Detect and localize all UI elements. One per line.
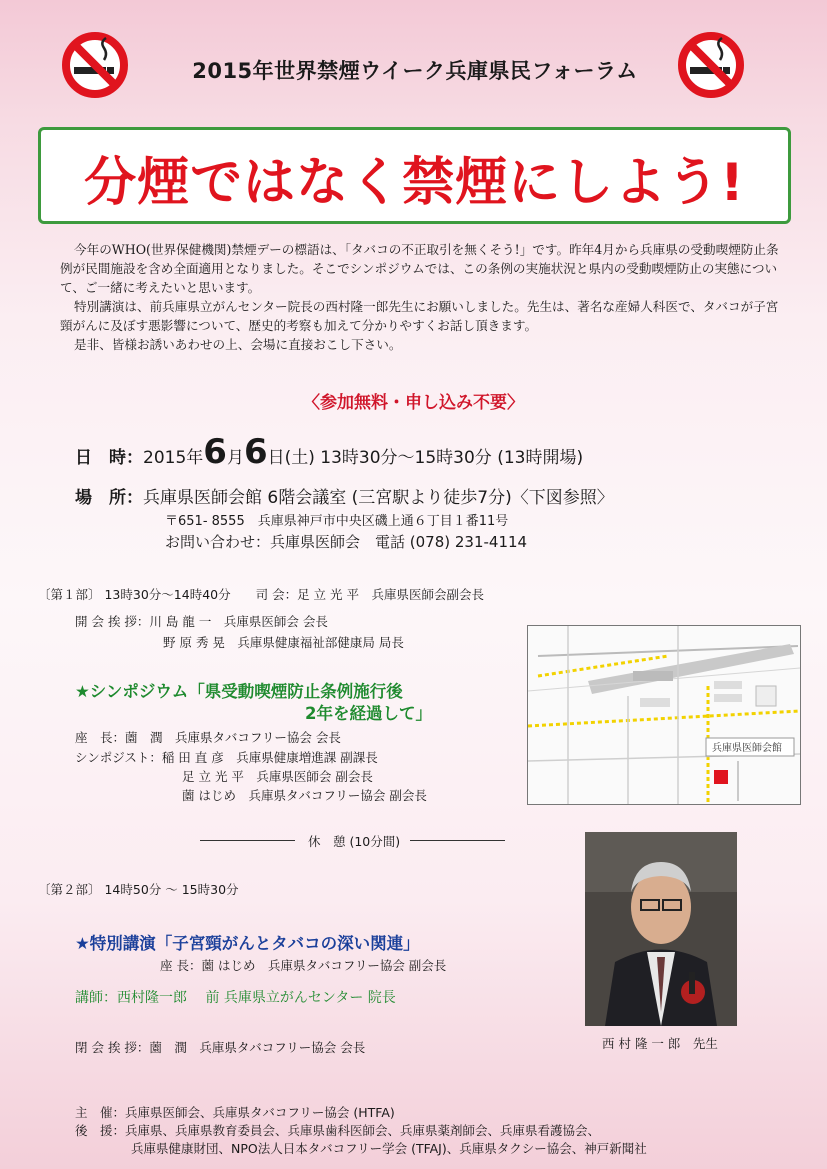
map-drawing — [528, 626, 800, 804]
lecturer-photo-drawing — [585, 832, 737, 1026]
photo-caption: 西 村 隆 一 郎 先生 — [602, 1036, 718, 1051]
date-rest: (土) 13時30分～15時30分 (13時開場) — [284, 448, 584, 468]
support-line-1 — [75, 1121, 600, 1139]
event-date — [75, 432, 583, 472]
symposist-2: 足 立 光 平 兵庫県医師会 副会長 — [182, 769, 373, 784]
event-place — [75, 483, 614, 508]
page-title: 2015年世界禁煙ウイーク兵庫県民フォーラム — [192, 59, 638, 83]
intro-paragraph-2: 特別講演は、前兵庫県立がんセンター院長の西村隆一郎先生にお願いしました。先生は、著名な産婦人科医で、タバコが子宮頸がんに及ぼす悪影響について、歴史的考察も加えて分かりやすくお話し頂きます。 — [60, 299, 779, 333]
symposist-3: 薗 はじめ 兵庫県タバコフリー協会 副会長 — [182, 788, 427, 803]
greeting-label: 開 会 挨 拶： — [75, 614, 150, 629]
day-unit: 日 — [267, 448, 285, 468]
part1-header: 〔第１部〕 13時30分～14時40分 司 会：足 立 光 平 兵庫県医師会副会長 — [38, 587, 484, 602]
greeting-1: 川 島 龍 一 兵庫県医師会 会長 — [149, 614, 328, 629]
part2-header: 〔第２部〕 14時50分 ～ 15時30分 — [38, 882, 239, 897]
support-line-2: 兵庫県健康財団、NPO法人日本タバコフリー学会 (TFAJ)、兵庫県タクシー協会、神戸新聞社 — [131, 1141, 647, 1156]
symposium-title-2: 2年を経過して」 — [305, 704, 432, 723]
break-divider-right — [410, 840, 505, 841]
closing-greeting: 閉 会 挨 拶：薗 潤 兵庫県タバコフリー協会 会長 — [75, 1040, 366, 1055]
lecture-chair: 座 長：薗 はじめ 兵庫県タバコフリー協会 副会長 — [160, 958, 447, 973]
symposium-chair: 座 長：薗 潤 兵庫県タバコフリー協会 会長 — [75, 730, 341, 745]
support-value-1: 兵庫県、兵庫県教育委員会、兵庫県歯科医師会、兵庫県薬剤師会、兵庫県看護協会、 — [125, 1123, 601, 1138]
host-line — [75, 1103, 395, 1121]
symposist-label: シンポジスト： — [75, 750, 162, 765]
event-address: 〒651- 8555 兵庫県神戸市中央区磯上通６丁目１番11号 — [165, 514, 509, 529]
date-month: 6 — [203, 432, 227, 472]
break-text: 休 憩 (10分間) — [308, 834, 401, 849]
symposist-1-text: 稲 田 直 彦 兵庫県健康増進課 副課長 — [161, 750, 378, 765]
event-contact: お問い合わせ：兵庫県医師会 電話 (078) 231-4114 — [165, 533, 528, 551]
month-unit: 月 — [226, 448, 244, 468]
intro-text — [60, 240, 788, 354]
lecturer-photo — [585, 832, 737, 1026]
slogan: 分煙ではなく禁煙にしよう! — [84, 153, 745, 213]
intro-paragraph-3: 是非、皆様お誘いあわせの上、会場に直接おこし下さい。 — [74, 337, 402, 352]
venue-map — [527, 625, 801, 805]
symposist-1 — [75, 748, 378, 766]
map-venue-label: 兵庫県医師会館 — [712, 743, 782, 754]
date-label: 日 時： — [75, 448, 143, 468]
symposium-title-1: ★シンポジウム「県受動喫煙防止条例施行後 — [75, 682, 403, 701]
support-label: 後 援： — [75, 1123, 126, 1138]
place-label: 場 所： — [75, 488, 143, 508]
intro-paragraph-1: 今年のWHO(世界保健機関)禁煙デーの標語は、「タバコの不正取引を無くそう!」です。昨年4月から兵庫県の受動喫煙防止条例が民間施設を含め全面適用となりました。そこでシンポジウムでは、この条例の実施状況と県内の受動喫煙防止の実態について、ご一緒に考えたいと思います。 — [60, 242, 779, 295]
lecture-title: ★特別講演「子宮頸がんとタバコの深い関連」 — [75, 934, 420, 953]
place-value: 兵庫県医師会館 6階会議室 (三宮駅より徒歩7分)〈下図参照〉 — [143, 488, 614, 508]
host-value: 兵庫県医師会、兵庫県タバコフリー協会 (HTFA) — [125, 1105, 395, 1120]
host-label: 主 催： — [75, 1105, 126, 1120]
date-year: 2015年 — [143, 448, 204, 468]
lecturer: 講師：西村隆一郎 前 兵庫県立がんセンター 院長 — [75, 990, 396, 1006]
free-admission-notice: 〈参加無料・申し込み不要〉 — [303, 393, 524, 413]
part1-greeting — [75, 612, 328, 630]
greeting-2: 野 原 秀 晃 兵庫県健康福祉部健康局 局長 — [163, 635, 404, 650]
break-divider-left — [200, 840, 295, 841]
no-smoking-icon-left — [60, 30, 130, 100]
date-day: 6 — [243, 432, 268, 472]
